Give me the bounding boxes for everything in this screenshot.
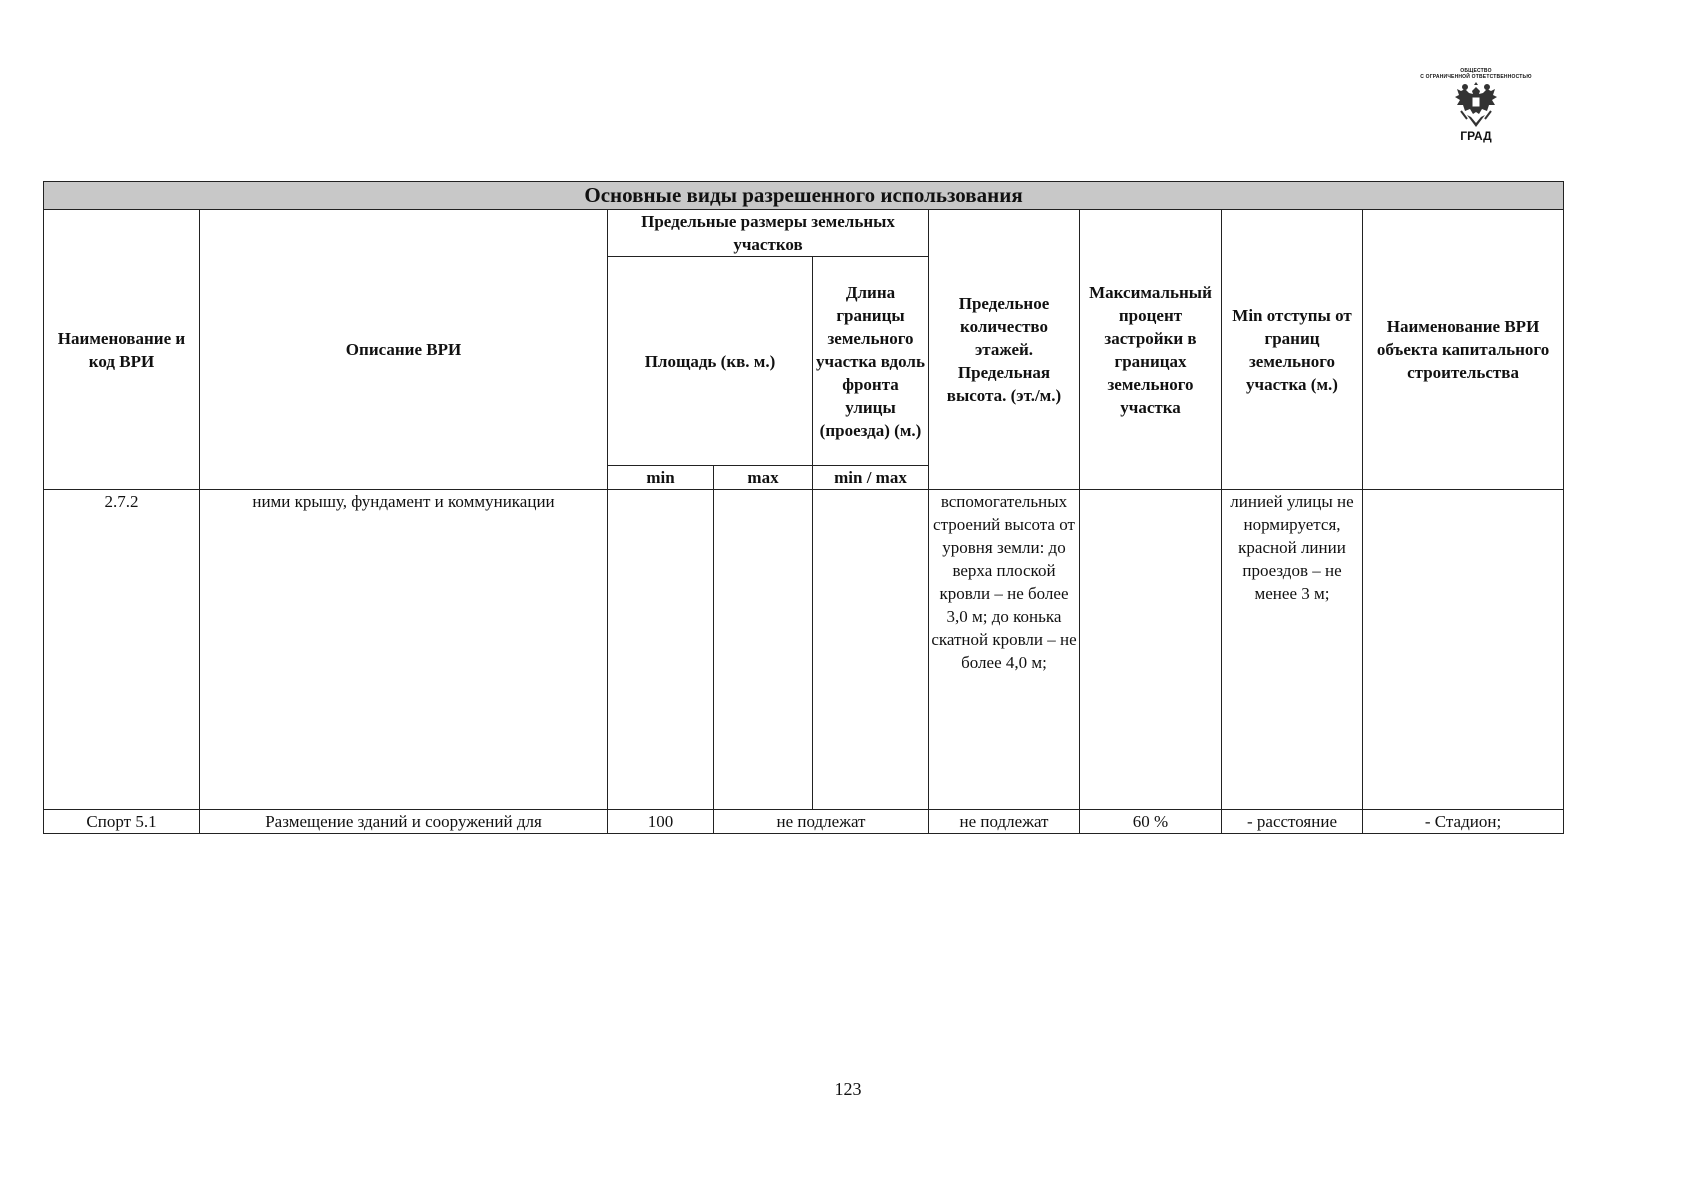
header-area-min: min — [608, 466, 714, 490]
cell-area-min — [608, 490, 714, 810]
header-area-max: max — [714, 466, 813, 490]
table-row — [44, 490, 1564, 810]
cell-area-min: 100 — [608, 810, 714, 834]
header-area: Площадь (кв. м.) — [608, 257, 813, 466]
page-number: 123 — [834, 1079, 862, 1099]
header-floors: Предельное количество этажей. Предельная высота. (эт./м.) — [929, 210, 1080, 490]
cell-setbacks: - расстояние — [1222, 810, 1363, 834]
header-object-name: Наименование ВРИ объекта капитального строительства — [1363, 210, 1564, 490]
cell-description: Размещение зданий и сооружений для — [200, 810, 608, 834]
header-frontage: Длина границы земельного участка вдоль фронта улицы (проезда) (м.) — [813, 257, 929, 466]
header-frontage-minmax: min / max — [813, 466, 929, 490]
vri-table — [43, 181, 1564, 834]
cell-area-max — [714, 490, 813, 810]
cell-code: Спорт 5.1 — [44, 810, 200, 834]
header-limit-sizes: Предельные размеры земельных участков — [608, 210, 929, 257]
cell-max-percent — [1080, 490, 1222, 810]
header-max-percent: Максимальный процент застройки в границах земельного участка — [1080, 210, 1222, 490]
table-section-title: Основные виды разрешенного использования — [44, 182, 1564, 210]
coat-of-arms-icon — [1451, 81, 1501, 129]
header-setbacks: Min отступы от границ земельного участка (м.) — [1222, 210, 1363, 490]
cell-setbacks: линией улицы не нормируется, красной линии проездов – не менее 3 м; — [1222, 490, 1363, 810]
cell-floors: вспомогательных строений высота от уровня земли: до верха плоской кровли – не более 3,0 м; до конька скатной кровли – не более 4,0 м; — [929, 490, 1080, 810]
cell-object-name — [1363, 490, 1564, 810]
logo-name: ГРАД — [1460, 129, 1492, 143]
cell-description: ними крышу, фундамент и коммуникации — [200, 490, 608, 810]
cell-max-percent: 60 % — [1080, 810, 1222, 834]
table-row — [44, 810, 1564, 834]
logo-line-2: С ОГРАНИЧЕННОЙ ОТВЕТСТВЕННОСТЬЮ — [1420, 74, 1532, 80]
cell-code: 2.7.2 — [44, 490, 200, 810]
cell-floors: не подлежат — [929, 810, 1080, 834]
company-logo — [1394, 68, 1558, 156]
header-name-code: Наименование и код ВРИ — [44, 210, 200, 490]
cell-area-max-frontage: не подлежат — [714, 810, 929, 834]
cell-frontage — [813, 490, 929, 810]
logo-line-1: ОБЩЕСТВО — [1460, 68, 1492, 74]
header-description: Описание ВРИ — [200, 210, 608, 490]
cell-object-name: - Стадион; — [1363, 810, 1564, 834]
